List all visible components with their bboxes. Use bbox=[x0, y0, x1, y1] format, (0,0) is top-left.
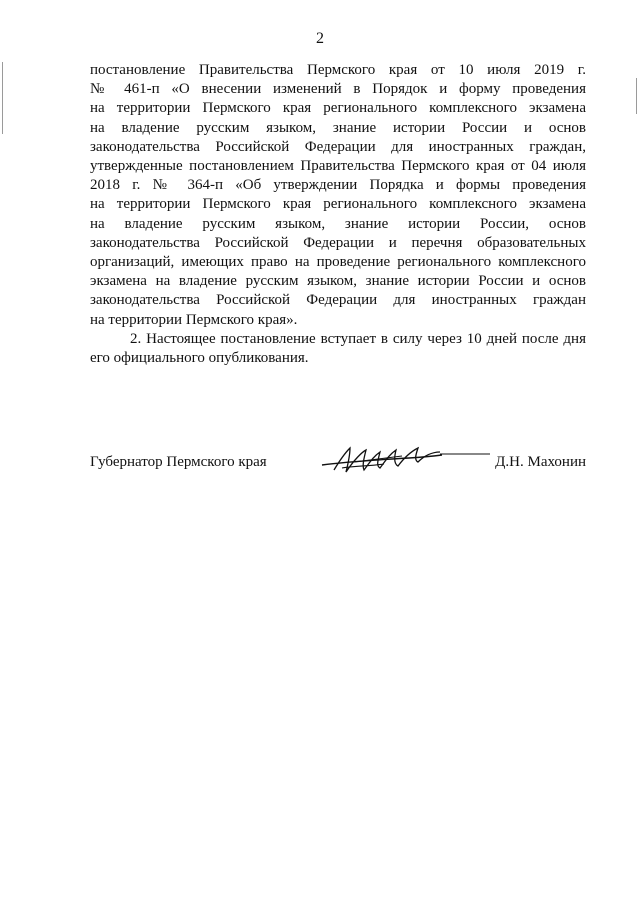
paragraph-line: на владение русским языком, знание истории России и основ bbox=[90, 119, 586, 136]
signatory-position: Губернатор Пермского края bbox=[90, 454, 267, 470]
paragraph-line: № 461-п «О внесении изменений в Порядок и форму проведения bbox=[90, 81, 586, 98]
paragraph-line: 2018 г. № 364-п «Об утверждении Порядка и формы проведения bbox=[90, 177, 586, 194]
paragraph-line: 2. Настоящее постановление вступает в силу через 10 дней после дня bbox=[130, 330, 586, 347]
paragraph-1 bbox=[90, 61, 586, 330]
paragraph-line: на территории Пермского края регионального комплексного экзамена bbox=[90, 196, 586, 213]
paragraph-line: на владение русским языком, знание истории России, основ bbox=[90, 215, 586, 232]
scan-edge-mark-right bbox=[636, 78, 637, 114]
paragraph-line: экзамена на владение русским языком, знание истории России и основ bbox=[90, 273, 586, 290]
paragraph-line: законодательства Российской Федерации для иностранных граждан bbox=[90, 292, 586, 309]
paragraph-line: на территории Пермского края». bbox=[90, 311, 298, 328]
handwritten-signature bbox=[314, 440, 494, 480]
paragraph-line: законодательства Российской Федерации и перечня образовательных bbox=[90, 234, 586, 251]
signatory-name: Д.Н. Махонин bbox=[495, 454, 586, 470]
scan-edge-mark-left bbox=[2, 62, 3, 134]
paragraph-line: утвержденные постановлением Правительства Пермского края от 04 июля bbox=[90, 158, 586, 175]
paragraph-2 bbox=[90, 330, 586, 368]
paragraph-line: его официального опубликования. bbox=[90, 350, 309, 367]
paragraph-line: законодательства Российской Федерации для иностранных граждан, bbox=[90, 138, 586, 155]
document-body bbox=[90, 61, 586, 368]
paragraph-line: организаций, имеющих право на проведение регионального комплексного bbox=[90, 254, 586, 271]
paragraph-line: на территории Пермского края регионального комплексного экзамена bbox=[90, 100, 586, 117]
signature-block bbox=[90, 446, 586, 480]
paragraph-line: постановление Правительства Пермского края от 10 июля 2019 г. bbox=[90, 62, 586, 78]
page-number: 2 bbox=[316, 30, 324, 47]
